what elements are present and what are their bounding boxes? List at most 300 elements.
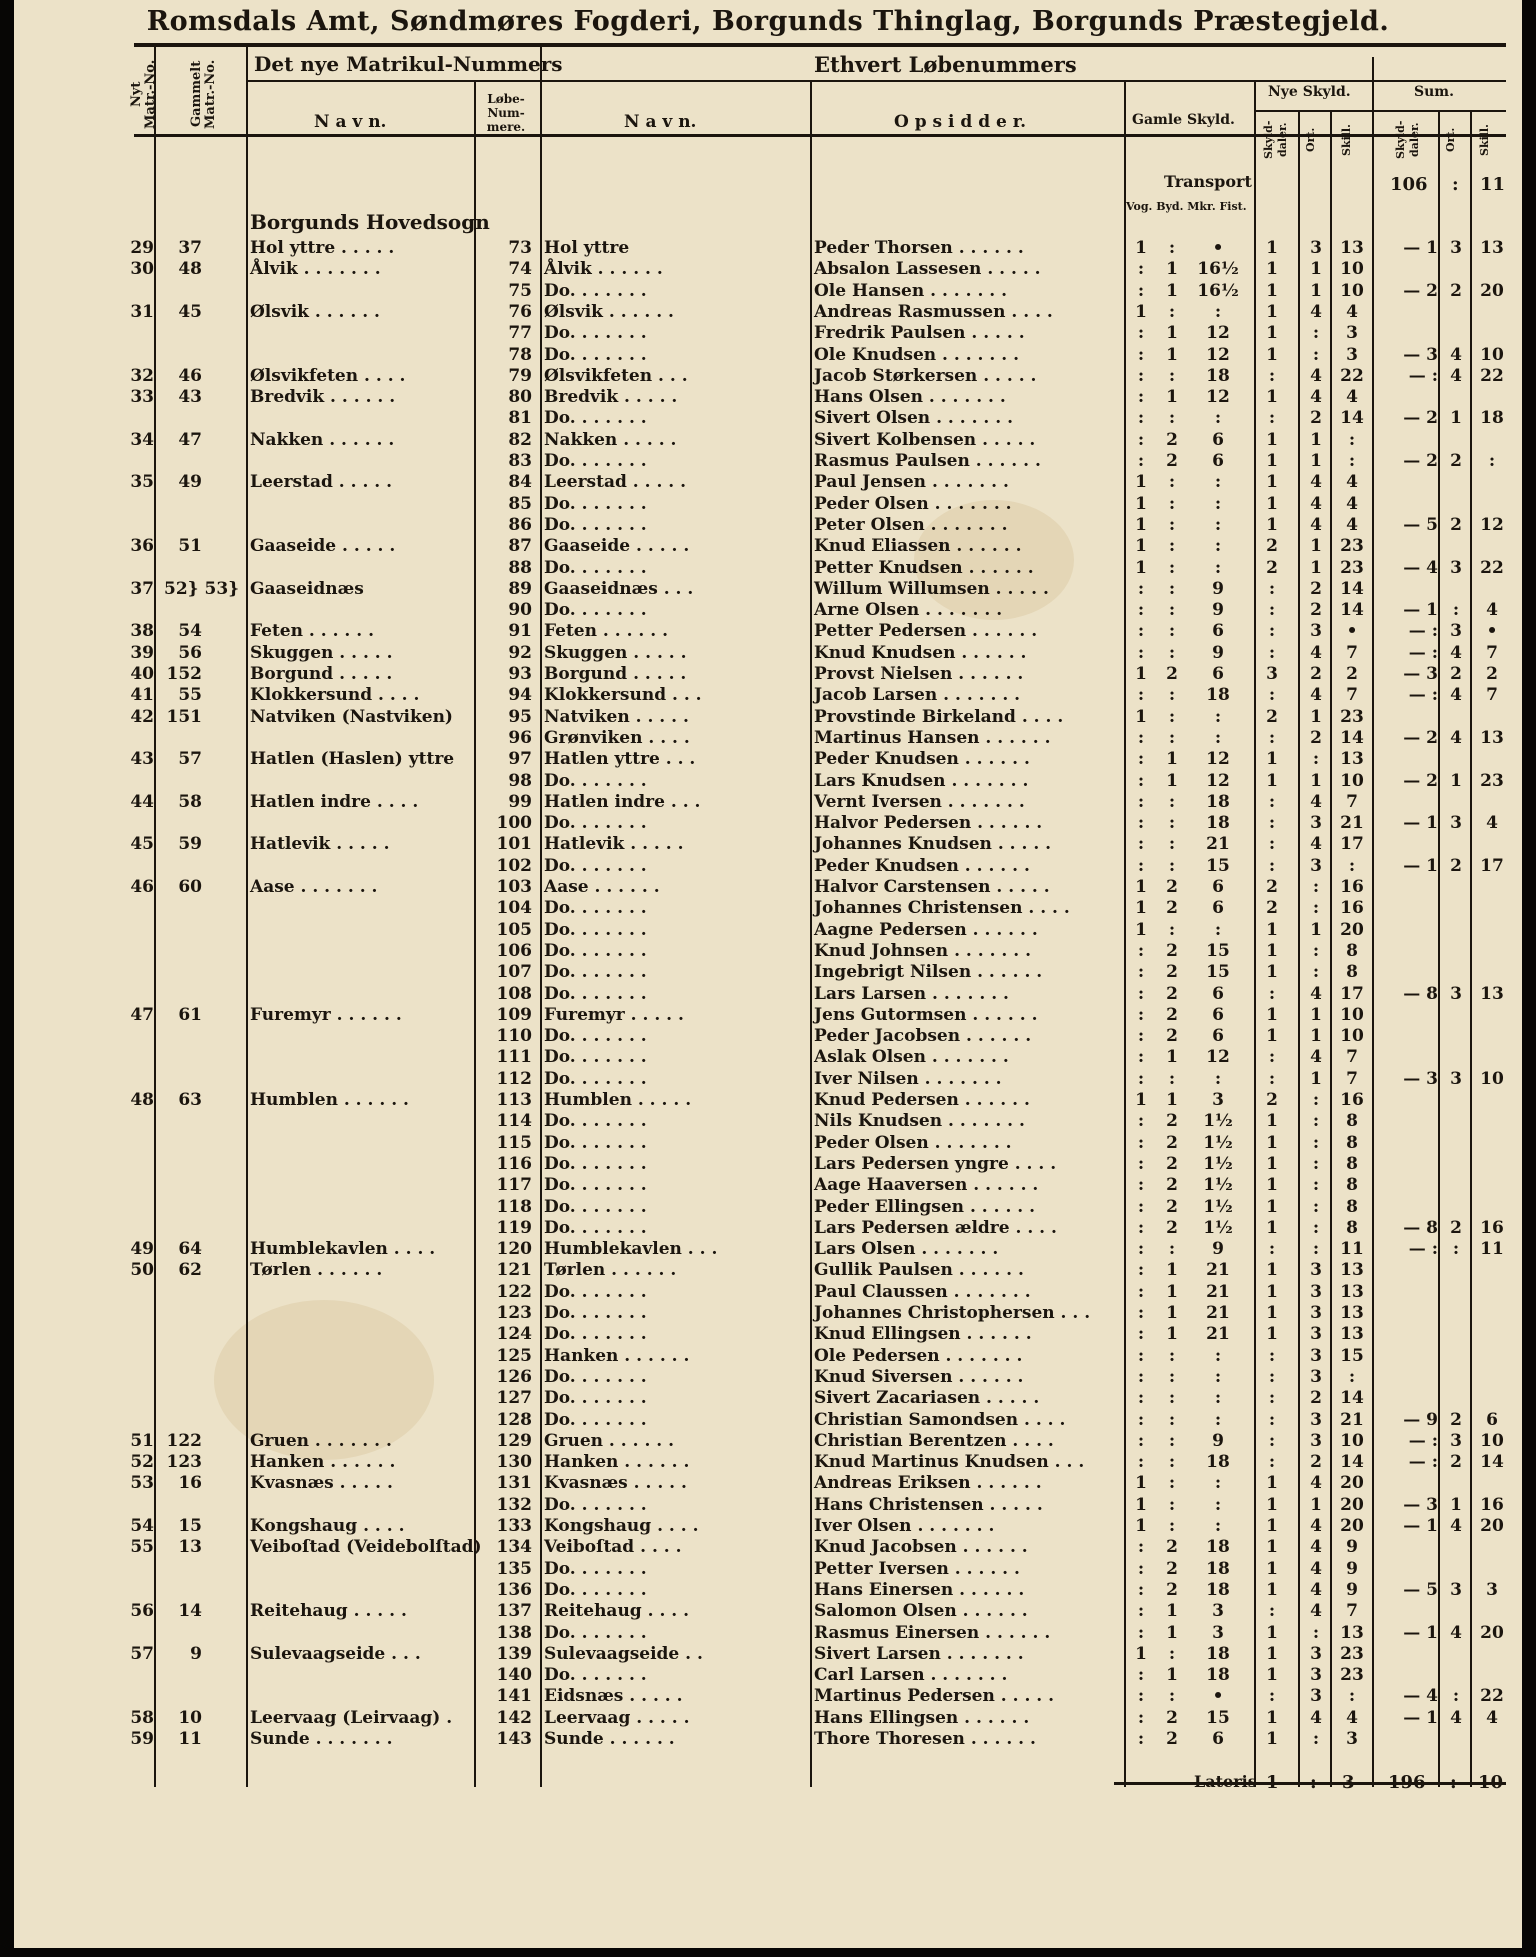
sum-ort-cell: 1	[1450, 1494, 1462, 1515]
lobe-nummer-cell: 140	[496, 1665, 532, 1686]
parish-heading: Borgunds Hovedsogn	[250, 210, 490, 234]
gammelt-matr-no-cell: 11	[178, 1729, 202, 1749]
sum-ort-cell: 1	[1450, 408, 1462, 429]
gamle-byd-cell: 2	[1166, 877, 1178, 897]
nye-skill-cell: 8	[1346, 1153, 1358, 1174]
lobe-nummer-cell: 75	[508, 280, 532, 301]
nye-skill-cell: 4	[1346, 472, 1358, 493]
matrikul-navn-cell: Sulevaagseide . . .	[250, 1643, 421, 1664]
sum-skill-cell: 23	[1480, 770, 1504, 791]
nye-skill-cell: 21	[1340, 813, 1364, 834]
gamle-mkr-cell: •	[1212, 1686, 1224, 1707]
nye-skill-cell: 14	[1340, 600, 1364, 621]
lobe-navn-cell: Do. . . . . . .	[544, 1175, 647, 1196]
lobe-nummer-cell: 104	[496, 898, 532, 919]
gamle-byd-cell: 2	[1166, 898, 1178, 919]
nye-daler-cell: 1	[1266, 1132, 1278, 1153]
lobe-navn-cell: Do. . . . . . .	[544, 940, 647, 961]
nye-ort-cell: :	[1312, 1111, 1320, 1132]
gamle-vog-cell: :	[1137, 813, 1145, 834]
nye-ort-cell: 4	[1310, 1558, 1322, 1579]
lobe-nummer-cell: 139	[496, 1643, 532, 1664]
nye-ort-cell: 4	[1310, 1707, 1322, 1728]
gamle-byd-cell: :	[1168, 855, 1176, 876]
gamle-mkr-cell: :	[1214, 557, 1222, 578]
gamle-mkr-cell: 15	[1206, 962, 1230, 983]
transport-sum-ort: :	[1452, 174, 1459, 195]
nye-ort-cell: :	[1312, 898, 1320, 919]
matrikul-navn-cell: Nakken . . . . . .	[250, 429, 395, 450]
nye-skill-cell: 20	[1340, 1494, 1364, 1515]
sum-ort-cell: 3	[1450, 238, 1462, 258]
lobe-navn-cell: Do. . . . . . .	[544, 408, 647, 429]
table-row	[14, 792, 1522, 813]
gamle-vog-cell: :	[1137, 770, 1145, 791]
gamle-mkr-cell: :	[1214, 536, 1222, 557]
gamle-mkr-cell: 3	[1212, 1090, 1224, 1110]
gammelt-matr-no-cell: 56	[178, 642, 202, 663]
lobe-nummer-cell: 93	[508, 664, 532, 684]
opsidder-cell: Knud Johnsen . . . . . . .	[814, 940, 1032, 961]
table-row	[14, 749, 1522, 770]
lobe-navn-cell: Humblekavlen . . .	[544, 1239, 718, 1260]
lobe-navn-cell: Do. . . . . . .	[544, 1366, 647, 1387]
lobe-navn-cell: Do. . . . . . .	[544, 919, 647, 940]
table-row	[14, 1601, 1522, 1622]
lobe-nummer-cell: 92	[508, 642, 532, 663]
opsidder-cell: Andreas Rasmussen . . . .	[814, 301, 1053, 322]
gamle-vog-cell: 1	[1135, 1494, 1147, 1515]
nye-ort-cell: :	[1312, 1196, 1320, 1217]
gamle-byd-cell: 1	[1166, 1324, 1178, 1345]
nyt-matr-no-cell: 59	[130, 1729, 154, 1749]
table-row	[14, 941, 1522, 962]
nye-ort-cell: 4	[1310, 365, 1322, 386]
lobe-navn-cell: Skuggen . . . . .	[544, 642, 687, 663]
gamle-byd-cell: :	[1168, 493, 1176, 514]
table-row	[14, 771, 1522, 792]
gamle-mkr-cell: :	[1214, 301, 1222, 322]
sum-ort-cell: 3	[1450, 1068, 1462, 1089]
sum-skill-cell: 10	[1480, 1068, 1504, 1089]
opsidder-cell: Peder Ellingsen . . . . . .	[814, 1196, 1036, 1217]
lobe-navn-cell: Do. . . . . . .	[544, 1111, 647, 1132]
lobe-nummer-cell: 111	[496, 1047, 532, 1068]
gamle-vog-cell: :	[1137, 642, 1145, 663]
sum-skill-cell: 3	[1486, 1579, 1498, 1600]
gammelt-matr-no-cell: 55	[178, 685, 202, 706]
nye-ort-cell: :	[1312, 323, 1320, 344]
gamle-vog-cell: :	[1137, 1366, 1145, 1387]
sum-ort-cell: 2	[1450, 855, 1462, 876]
gammelt-matr-no-cell: 52} 53}	[164, 578, 240, 599]
gamle-vog-cell: 1	[1135, 1643, 1147, 1664]
table-row	[14, 1175, 1522, 1196]
gamle-mkr-cell: :	[1214, 514, 1222, 535]
nye-daler-cell: 1	[1266, 1473, 1278, 1494]
lobe-navn-cell: Klokkersund . . .	[544, 685, 702, 706]
gamle-mkr-cell: 18	[1206, 1643, 1230, 1664]
nye-ort-cell: 3	[1310, 238, 1322, 258]
sum-daler-cell: — 2	[1403, 408, 1438, 429]
gammelt-matr-no-cell: 57	[178, 749, 202, 770]
gamle-vog-cell: :	[1137, 1579, 1145, 1600]
nye-skill-cell: 3	[1346, 1729, 1358, 1749]
nyt-matr-no-cell: 31	[130, 301, 154, 322]
lobe-navn-cell: Leervaag . . . . .	[544, 1707, 690, 1728]
lobe-nummer-cell: 132	[496, 1494, 532, 1515]
nye-daler-cell: :	[1268, 1409, 1276, 1430]
matrikul-navn-cell: Hatlen (Haslen) yttre	[250, 749, 455, 770]
sum-ort-cell: :	[1452, 1239, 1460, 1260]
nye-ort-cell: :	[1312, 344, 1320, 365]
nye-skill-cell: 14	[1340, 1388, 1364, 1409]
nye-skill-cell: 13	[1340, 1260, 1364, 1281]
lobe-navn-cell: Do. . . . . . .	[544, 1579, 647, 1600]
nye-daler-cell: 1	[1266, 1516, 1278, 1536]
table-row	[14, 1133, 1522, 1154]
lobe-nummer-cell: 110	[496, 1026, 532, 1047]
sum-daler-cell: — 1	[1403, 1516, 1438, 1536]
gamle-vog-cell: :	[1137, 1260, 1145, 1281]
nye-ort-cell: 4	[1310, 514, 1322, 535]
gamle-vog-cell: :	[1137, 259, 1145, 280]
table-row	[14, 302, 1522, 323]
lobe-nummer-cell: 136	[496, 1579, 532, 1600]
gamle-byd-cell: 1	[1166, 1281, 1178, 1302]
transport-label: Transport	[1164, 172, 1252, 191]
table-row	[14, 281, 1522, 302]
nye-daler-cell: 1	[1266, 1026, 1278, 1047]
lobe-navn-cell: Feten . . . . . .	[544, 621, 669, 642]
matrikul-navn-cell: Ølsvikfeten . . . .	[250, 365, 406, 386]
nye-skill-cell: 9	[1346, 1558, 1358, 1579]
gamle-mkr-cell: 9	[1212, 1430, 1224, 1451]
sum-skill-cell: 16	[1480, 1217, 1504, 1238]
nye-skill-cell: 8	[1346, 1175, 1358, 1196]
table-row	[14, 387, 1522, 408]
table-row	[14, 345, 1522, 366]
gamle-byd-cell: 2	[1166, 1558, 1178, 1579]
opsidder-cell: Knud Siversen . . . . . .	[814, 1366, 1024, 1387]
gamle-mkr-cell: :	[1214, 1388, 1222, 1409]
table-row	[14, 898, 1522, 919]
gamle-byd-cell: 2	[1166, 429, 1178, 450]
gamle-byd-cell: :	[1168, 238, 1176, 258]
gamle-byd-cell: 1	[1166, 1047, 1178, 1068]
nye-daler-cell: 1	[1266, 1175, 1278, 1196]
nye-skill-cell: 20	[1340, 919, 1364, 940]
nye-ort-cell: 4	[1310, 1579, 1322, 1600]
nye-ort-cell: :	[1312, 1153, 1320, 1174]
nye-daler-cell: 1	[1266, 1153, 1278, 1174]
opsidder-cell: Gullik Paulsen . . . . . .	[814, 1260, 1024, 1281]
nyt-matr-no-cell: 54	[130, 1516, 154, 1536]
nye-daler-cell: 1	[1266, 1579, 1278, 1600]
nyt-matr-no-cell: 45	[130, 834, 154, 855]
sum-daler-cell: — 3	[1403, 1494, 1438, 1515]
gamle-vog-cell: :	[1137, 1217, 1145, 1238]
opsidder-cell: Christian Samondsen . . . .	[814, 1409, 1066, 1430]
nyt-matr-no-cell: 46	[130, 877, 154, 897]
nye-skill-cell: 10	[1340, 1430, 1364, 1451]
nye-daler-cell: :	[1268, 727, 1276, 748]
lobe-nummer-cell: 115	[496, 1132, 532, 1153]
nye-skill-cell: 10	[1340, 1004, 1364, 1025]
nye-daler-cell: 1	[1266, 238, 1278, 258]
lobe-navn-cell: Kvasnæs . . . . .	[544, 1473, 687, 1494]
nye-ort-cell: :	[1312, 962, 1320, 983]
nye-ort-cell: :	[1312, 1175, 1320, 1196]
lobe-nummer-cell: 89	[508, 578, 532, 599]
sum-skill-cell: 4	[1486, 600, 1498, 621]
nye-skill-cell: 23	[1340, 706, 1364, 727]
sum-skill-cell: 16	[1480, 1494, 1504, 1515]
gamle-mkr-cell: 9	[1212, 600, 1224, 621]
opsidder-cell: Knud Martinus Knudsen . . .	[814, 1452, 1085, 1473]
lateris-sum-ort: :	[1450, 1772, 1457, 1793]
gammelt-matr-no-cell: 48	[178, 259, 202, 280]
opsidder-cell: Willum Willumsen . . . . .	[814, 578, 1049, 599]
gamle-vog-cell: :	[1137, 1601, 1145, 1622]
opsidder-cell: Peder Knudsen . . . . . .	[814, 749, 1030, 770]
sum-daler-cell: — 8	[1403, 983, 1438, 1004]
opsidder-cell: Thore Thoresen . . . . . .	[814, 1729, 1036, 1749]
nye-daler-cell: :	[1268, 600, 1276, 621]
lobe-navn-cell: Do. . . . . . .	[544, 1665, 647, 1686]
nyt-matr-no-cell: 37	[130, 578, 154, 599]
nye-skill-cell: 4	[1346, 1707, 1358, 1728]
lobe-navn-cell: Do. . . . . . .	[544, 1303, 647, 1323]
lobe-nummer-cell: 108	[496, 983, 532, 1004]
gammelt-matr-no-cell: 16	[178, 1473, 202, 1494]
opsidder-cell: Peter Olsen . . . . . . .	[814, 514, 1008, 535]
lobe-nummer-cell: 106	[496, 940, 532, 961]
gamle-vog-cell: :	[1137, 1004, 1145, 1025]
nye-ort-cell: :	[1312, 1622, 1320, 1643]
nye-skill-cell: 4	[1346, 514, 1358, 535]
matrikul-navn-cell: Borgund . . . . .	[250, 664, 393, 684]
gamle-byd-cell: 2	[1166, 962, 1178, 983]
gamle-byd-cell: 1	[1166, 1260, 1178, 1281]
nye-skill-cell: 14	[1340, 578, 1364, 599]
nye-daler-cell: 1	[1266, 1281, 1278, 1302]
nye-daler-cell: 1	[1266, 451, 1278, 471]
opsidder-cell: Peder Olsen . . . . . . .	[814, 493, 1012, 514]
sum-skill-cell: 18	[1480, 408, 1504, 429]
nye-daler-cell: 1	[1266, 344, 1278, 365]
lobe-navn-cell: Reitehaug . . . .	[544, 1601, 690, 1622]
gamle-mkr-cell: 9	[1212, 642, 1224, 663]
gamle-vog-cell: :	[1137, 1324, 1145, 1345]
matrikul-navn-cell: Leervaag (Leirvaag) .	[250, 1707, 453, 1728]
opsidder-cell: Lars Knudsen . . . . . . .	[814, 770, 1029, 791]
nye-daler-cell: 1	[1266, 770, 1278, 791]
matrikul-navn-cell: Natviken (Nastviken)	[250, 706, 453, 727]
nye-daler-cell: 1	[1266, 1643, 1278, 1664]
opsidder-cell: Jacob Larsen . . . . . . .	[814, 685, 1021, 706]
nye-ort-cell: 3	[1310, 1409, 1322, 1430]
lobe-nummer-cell: 129	[496, 1430, 532, 1451]
opsidder-cell: Hans Einersen . . . . . .	[814, 1579, 1025, 1600]
nye-skill-cell: 9	[1346, 1579, 1358, 1600]
lobe-navn-cell: Hatlen indre . . .	[544, 791, 701, 812]
nye-ort-cell: 4	[1310, 685, 1322, 706]
gamle-mkr-cell: 6	[1212, 429, 1224, 450]
table-row	[14, 366, 1522, 387]
lobe-navn-cell: Grønviken . . . .	[544, 727, 690, 748]
ledger-page	[14, 0, 1522, 1948]
gamle-vog-cell: 1	[1135, 664, 1147, 684]
table-row	[14, 1388, 1522, 1409]
lateris-sum-daler: 196	[1388, 1772, 1426, 1793]
nye-ort-cell: 3	[1310, 621, 1322, 642]
gamle-mkr-cell: 12	[1206, 770, 1230, 791]
nye-skill-cell: 10	[1340, 1026, 1364, 1047]
sum-skill-cell: 20	[1480, 1516, 1504, 1536]
matrikul-navn-cell: Humblen . . . . . .	[250, 1090, 409, 1110]
opsidder-cell: Petter Knudsen . . . . . .	[814, 557, 1034, 578]
gamle-mkr-cell: 18	[1206, 813, 1230, 834]
lobe-navn-cell: Do. . . . . . .	[544, 1494, 647, 1515]
lobe-nummer-cell: 86	[508, 514, 532, 535]
nye-ort-cell: 4	[1310, 1601, 1322, 1622]
nyt-matr-no-cell: 57	[130, 1643, 154, 1664]
nye-ort-cell: 4	[1310, 493, 1322, 514]
nye-skill-cell: 9	[1346, 1537, 1358, 1558]
nye-skill-cell: 20	[1340, 1473, 1364, 1494]
nye-daler-cell: 1	[1266, 1111, 1278, 1132]
table-row	[14, 1197, 1522, 1218]
lobe-nummer-cell: 84	[508, 472, 532, 493]
lobe-navn-cell: Aase . . . . . .	[544, 877, 660, 897]
gamle-byd-cell: :	[1168, 365, 1176, 386]
opsidder-cell: Ole Hansen . . . . . . .	[814, 280, 1008, 301]
sum-ort-cell: 2	[1450, 1452, 1462, 1473]
opsidder-cell: Ole Knudsen . . . . . . .	[814, 344, 1019, 365]
nye-skill-cell: 13	[1340, 1281, 1364, 1302]
matrikul-navn-cell: Ålvik . . . . . . .	[250, 259, 381, 280]
gamle-byd-cell: 1	[1166, 1601, 1178, 1622]
nye-daler-cell: 1	[1266, 1303, 1278, 1323]
gamle-mkr-cell: 15	[1206, 940, 1230, 961]
opsidder-cell: Paul Claussen . . . . . . .	[814, 1281, 1031, 1302]
lobe-nummer-cell: 87	[508, 536, 532, 557]
matrikul-navn-cell: Skuggen . . . . .	[250, 642, 393, 663]
gamle-mkr-cell: :	[1214, 1345, 1222, 1366]
lobe-nummer-cell: 133	[496, 1516, 532, 1536]
lobe-navn-cell: Veiboſtad . . . .	[544, 1537, 682, 1558]
sum-skill-cell: 7	[1486, 642, 1498, 663]
gamle-mkr-cell: 1½	[1203, 1175, 1233, 1196]
header-nye-skyld: Nye Skyld.	[1268, 84, 1351, 100]
nyt-matr-no-cell: 29	[130, 238, 154, 258]
sum-skill-cell: 2	[1486, 664, 1498, 684]
gamle-byd-cell: 2	[1166, 1196, 1178, 1217]
nye-skill-cell: 8	[1346, 1111, 1358, 1132]
gamle-mkr-cell: :	[1214, 493, 1222, 514]
matrikul-navn-cell: Bredvik . . . . . .	[250, 387, 396, 408]
gammelt-matr-no-cell: 64	[178, 1239, 202, 1260]
gamle-byd-cell: :	[1168, 621, 1176, 642]
sum-skill-cell: 17	[1480, 855, 1504, 876]
lobe-navn-cell: Do. . . . . . .	[544, 1217, 647, 1238]
sum-skill-cell: 10	[1480, 1430, 1504, 1451]
gamle-byd-cell: 1	[1166, 1665, 1178, 1686]
gamle-byd-cell: :	[1168, 685, 1176, 706]
gamle-byd-cell: :	[1168, 536, 1176, 557]
lobe-navn-cell: Do. . . . . . .	[544, 898, 647, 919]
table-row	[14, 856, 1522, 877]
opsidder-cell: Halvor Pedersen . . . . . .	[814, 813, 1043, 834]
nye-daler-cell: :	[1268, 813, 1276, 834]
table-row	[14, 621, 1522, 642]
nye-skill-cell: 10	[1340, 770, 1364, 791]
lobe-navn-cell: Ålvik . . . . . .	[544, 259, 663, 280]
table-row	[14, 1111, 1522, 1132]
gamle-byd-cell: 2	[1166, 664, 1178, 684]
nye-ort-cell: 3	[1310, 1345, 1322, 1366]
nye-daler-cell: 1	[1266, 1558, 1278, 1579]
sum-daler-cell: — 5	[1403, 1579, 1438, 1600]
sum-daler-cell: — 1	[1403, 1707, 1438, 1728]
header-ethvert-lobenummers: Ethvert Løbenummers	[814, 52, 1077, 77]
table-row	[14, 1047, 1522, 1068]
lobe-navn-cell: Do. . . . . . .	[544, 1068, 647, 1089]
gamle-mkr-cell: 18	[1206, 1452, 1230, 1473]
gamle-byd-cell: :	[1168, 919, 1176, 940]
gamle-mkr-cell: 12	[1206, 1047, 1230, 1068]
table-row	[14, 920, 1522, 941]
gamle-byd-cell: :	[1168, 791, 1176, 812]
nyt-matr-no-cell: 53	[130, 1473, 154, 1494]
lobe-nummer-cell: 142	[496, 1707, 532, 1728]
nye-ort-cell: 3	[1310, 1430, 1322, 1451]
gamle-mkr-cell: 1½	[1203, 1153, 1233, 1174]
gammelt-matr-no-cell: 58	[178, 791, 202, 812]
sum-ort-cell: 3	[1450, 557, 1462, 578]
gammelt-matr-no-cell: 54	[178, 621, 202, 642]
gamle-byd-cell: 2	[1166, 1729, 1178, 1749]
sum-ort-cell: 4	[1450, 344, 1462, 365]
nye-skill-cell: 16	[1340, 1090, 1364, 1110]
gamle-vog-cell: :	[1137, 429, 1145, 450]
sum-skill-cell: •	[1486, 621, 1498, 642]
table-row	[14, 1303, 1522, 1324]
nye-daler-cell: 1	[1266, 1494, 1278, 1515]
opsidder-cell: Sivert Zacariasen . . . . .	[814, 1388, 1040, 1409]
sum-daler-cell: — 4	[1403, 557, 1438, 578]
opsidder-cell: Peder Olsen . . . . . . .	[814, 1132, 1012, 1153]
nye-skill-cell: :	[1348, 429, 1356, 450]
matrikul-navn-cell: Hanken . . . . . .	[250, 1452, 396, 1473]
nye-ort-cell: 3	[1310, 1686, 1322, 1707]
lobe-navn-cell: Do. . . . . . .	[544, 451, 647, 471]
nye-ort-cell: 2	[1310, 727, 1322, 748]
matrikul-navn-cell: Hol yttre . . . . .	[250, 238, 395, 258]
gamle-byd-cell: 2	[1166, 940, 1178, 961]
nye-daler-cell: 1	[1266, 1196, 1278, 1217]
gammelt-matr-no-cell: 15	[178, 1516, 202, 1536]
sum-skill-cell: 22	[1480, 365, 1504, 386]
gamle-mkr-cell: •	[1212, 238, 1224, 258]
gamle-byd-cell: :	[1168, 578, 1176, 599]
gamle-vog-cell: :	[1137, 1175, 1145, 1196]
nye-skill-cell: 7	[1346, 1601, 1358, 1622]
nye-daler-cell: 2	[1266, 557, 1278, 578]
gamle-vog-cell: :	[1137, 1409, 1145, 1430]
gammelt-matr-no-cell: 10	[178, 1707, 202, 1728]
